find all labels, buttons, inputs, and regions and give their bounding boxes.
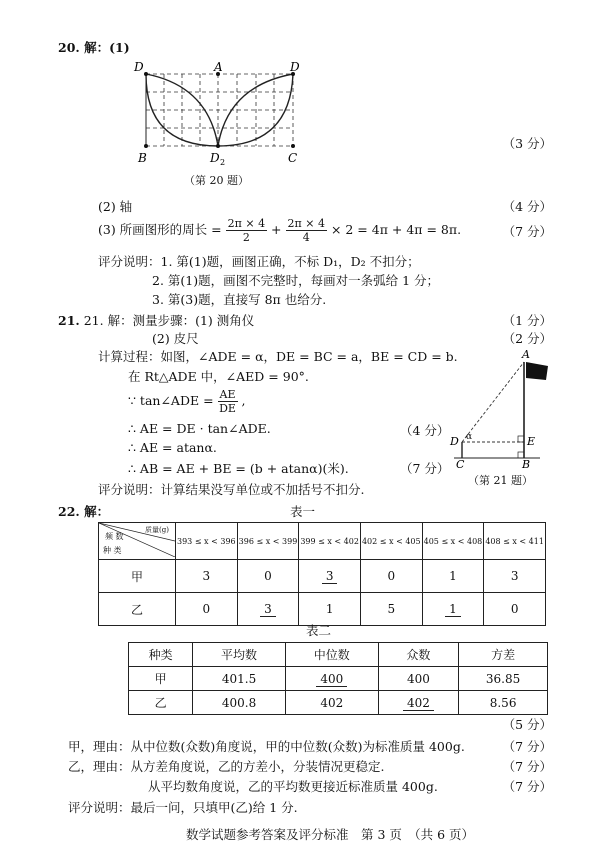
table2-answer: 402 xyxy=(403,696,434,711)
q22-reason-score-3: （7 分） xyxy=(502,779,552,794)
q21-flag xyxy=(526,362,548,380)
table2-cell: 402 xyxy=(285,691,378,715)
table1-row-label: 乙 xyxy=(99,593,176,626)
q22-score-tables: （5 分） xyxy=(502,717,552,732)
q22-reason-1: 甲，理由：从中位数(众数)角度说，甲的中位数(众数)为标准质量 400g. xyxy=(68,739,465,754)
q21-heading: 21. 21. 解：测量步骤：(1) 测角仪 xyxy=(58,313,255,328)
table1-cell: 3 xyxy=(484,560,546,593)
table1-cell: 0 xyxy=(484,593,546,626)
q20-point-d1 xyxy=(144,72,148,76)
table1-col-header: 408 ≤ x < 411 xyxy=(484,523,546,560)
table2-col-header: 平均数 xyxy=(193,643,286,667)
q20-frac2-num: 2π × 4 xyxy=(287,217,325,230)
q21-calc-line-1: 计算过程：如图，∠ADE = α，DE = BC = a，BE = CD = b. xyxy=(98,349,458,364)
table1-cell: 5 xyxy=(360,593,422,626)
q21-score-1: （1 分） xyxy=(502,313,552,328)
q20-grid xyxy=(146,74,293,146)
q20-fraction-1 xyxy=(226,217,267,244)
table1-col-header: 405 ≤ x < 408 xyxy=(422,523,484,560)
table-row xyxy=(99,560,546,593)
q21-tan-tail: , xyxy=(241,393,246,408)
table2-header-row xyxy=(129,643,548,667)
table1-col-header: 402 ≤ x < 405 xyxy=(360,523,422,560)
table2-cell: 36.85 xyxy=(459,667,548,691)
table1-answer: 1 xyxy=(445,602,461,617)
q21-calc-line-3 xyxy=(128,386,245,416)
q20-frac2-den: 4 xyxy=(302,231,310,244)
table1-col-header: 393 ≤ x < 396 xyxy=(176,523,238,560)
q20-heading: 20. 解：(1) xyxy=(58,40,130,55)
table2-cell xyxy=(378,691,459,715)
q21-note: 评分说明：计算结果没写单位或不加括号不扣分. xyxy=(98,482,365,497)
table1-answer: 3 xyxy=(260,602,276,617)
q21-heading-text: 21. 解：测量步骤：(1) 测角仪 xyxy=(83,313,255,328)
table2-col-header: 种类 xyxy=(129,643,193,667)
q20-fraction-2 xyxy=(286,217,327,244)
q20-label-d2-sub: 2 xyxy=(220,158,226,167)
q21-score-2: （2 分） xyxy=(502,331,552,346)
q20-point-c xyxy=(291,144,295,148)
q21-calc-line-4: ∴ AE = DE · tan∠ADE. xyxy=(128,421,271,436)
table1-header-row xyxy=(99,523,546,560)
q22-reason-2: 乙，理由：从方差角度说，乙的方差小，分装情况更稳定. xyxy=(68,759,385,774)
q21-right-angle-e xyxy=(518,436,524,442)
table1-col-header: 399 ≤ x < 402 xyxy=(299,523,361,560)
table1-row-label: 甲 xyxy=(99,560,176,593)
q20-score-2: （4 分） xyxy=(502,199,552,214)
table1 xyxy=(98,522,546,626)
q21-calc-line-6: ∴ AB = AE + BE = (b + atanα)(米). xyxy=(128,461,349,476)
table2-col-header: 众数 xyxy=(378,643,459,667)
q20-score-3: （7 分） xyxy=(502,224,552,239)
q22-reason-3: 从平均数角度说，乙的平均数更接近标准质量 400g. xyxy=(148,779,438,794)
q20-point-d2 xyxy=(216,144,220,148)
table1-corner-bottom: 种 类 xyxy=(103,546,122,555)
table-row xyxy=(129,667,548,691)
q21-calc-line-2: 在 Rt△ADE 中，∠AED = 90°. xyxy=(128,369,309,384)
q20-part2: (2) 轴 xyxy=(98,199,133,214)
table1-corner-cell xyxy=(99,523,176,560)
q20-label-b: B xyxy=(138,151,147,165)
q22-heading: 22. 解： xyxy=(58,504,110,519)
q20-frac1-num: 2π × 4 xyxy=(227,217,266,230)
table1-cell: 1 xyxy=(422,560,484,593)
table1-corner-top: 质量(g) xyxy=(145,526,169,534)
q20-label-a: A xyxy=(214,60,223,74)
table2-col-header: 方差 xyxy=(459,643,548,667)
q20-figure-caption: （第 20 题） xyxy=(184,174,249,187)
q20-figure xyxy=(128,58,308,170)
q22-reason-score-1: （7 分） xyxy=(502,739,552,754)
table2-cell: 400.8 xyxy=(193,691,286,715)
q21-step-2: (2) 皮尺 xyxy=(152,331,199,346)
q20-note-3: 3. 第(3)题，直接写 8π 也给分. xyxy=(152,292,327,307)
q20-part3-prefix: (3) 所画图形的周长 = xyxy=(98,222,222,237)
table2-answer: 400 xyxy=(316,672,347,687)
q20-label-c: C xyxy=(288,151,298,165)
q21-label-e: E xyxy=(527,435,536,448)
page-footer: 数学试题参考答案及评分标准 第 3 页 （共 6 页） xyxy=(186,827,475,842)
table1-cell: 0 xyxy=(176,593,238,626)
table-row xyxy=(129,691,548,715)
q21-label-b: B xyxy=(522,458,531,468)
q21-tan-prefix: ∵ tan∠ADE = xyxy=(128,393,214,408)
q21-tan-num: AE xyxy=(219,388,236,401)
q20-label-d2: D xyxy=(210,151,220,165)
table2-cell: 401.5 xyxy=(193,667,286,691)
q20-note-1: 评分说明：1. 第(1)题，画图正确，不标 D₁，D₂ 不扣分； xyxy=(98,254,420,269)
table2-cell: 甲 xyxy=(129,667,193,691)
q20-label-d1: D xyxy=(134,60,144,74)
table1-col-header: 396 ≤ x < 399 xyxy=(237,523,299,560)
table2-cell: 400 xyxy=(378,667,459,691)
q20-point-b xyxy=(144,144,148,148)
q20-part3-suffix: × 2 = 4π + 4π = 8π. xyxy=(330,222,462,237)
table1-cell: 3 xyxy=(176,560,238,593)
q21-tan-den: DE xyxy=(219,402,236,415)
table2-cell xyxy=(285,667,378,691)
table2-title: 表二 xyxy=(306,623,332,638)
q21-label-a: A xyxy=(522,348,530,361)
table1-cell xyxy=(422,593,484,626)
table1-cell: 0 xyxy=(237,560,299,593)
q21-label-alpha: α xyxy=(466,432,473,442)
q21-label-d: D xyxy=(450,435,459,448)
q22-reason-score-2: （7 分） xyxy=(502,759,552,774)
q21-label-c: C xyxy=(456,458,465,468)
q21-score-ae: （4 分） xyxy=(400,423,450,438)
q21-tan-fraction xyxy=(218,388,238,415)
table2-cell: 8.56 xyxy=(459,691,548,715)
q22-note: 评分说明：最后一问，只填甲(乙)给 1 分. xyxy=(68,800,298,815)
q20-part3 xyxy=(98,215,461,245)
table1-title: 表一 xyxy=(290,504,316,519)
q20-frac1-den: 2 xyxy=(242,231,250,244)
table1-corner-mid: 频 数 xyxy=(105,532,124,541)
q21-figure xyxy=(444,340,562,468)
table1-answer: 3 xyxy=(322,569,338,584)
q20-plus: + xyxy=(271,222,282,237)
table2 xyxy=(128,642,548,715)
table2-cell: 乙 xyxy=(129,691,193,715)
q21-calc-line-5: ∴ AE = atanα. xyxy=(128,440,217,455)
table1-cell: 0 xyxy=(360,560,422,593)
q20-note-2: 2. 第(1)题，画图不完整时，每画对一条弧给 1 分； xyxy=(152,273,440,288)
q21-score-ab: （7 分） xyxy=(400,461,450,476)
table2-col-header: 中位数 xyxy=(285,643,378,667)
table1-cell: 1 xyxy=(299,593,361,626)
q20-score-1: （3 分） xyxy=(502,136,552,151)
table1-cell xyxy=(237,593,299,626)
q20-label-d: D xyxy=(290,60,300,74)
q21-figure-caption: （第 21 题） xyxy=(468,474,533,487)
q21-sightline xyxy=(462,362,524,442)
table1-cell xyxy=(299,560,361,593)
